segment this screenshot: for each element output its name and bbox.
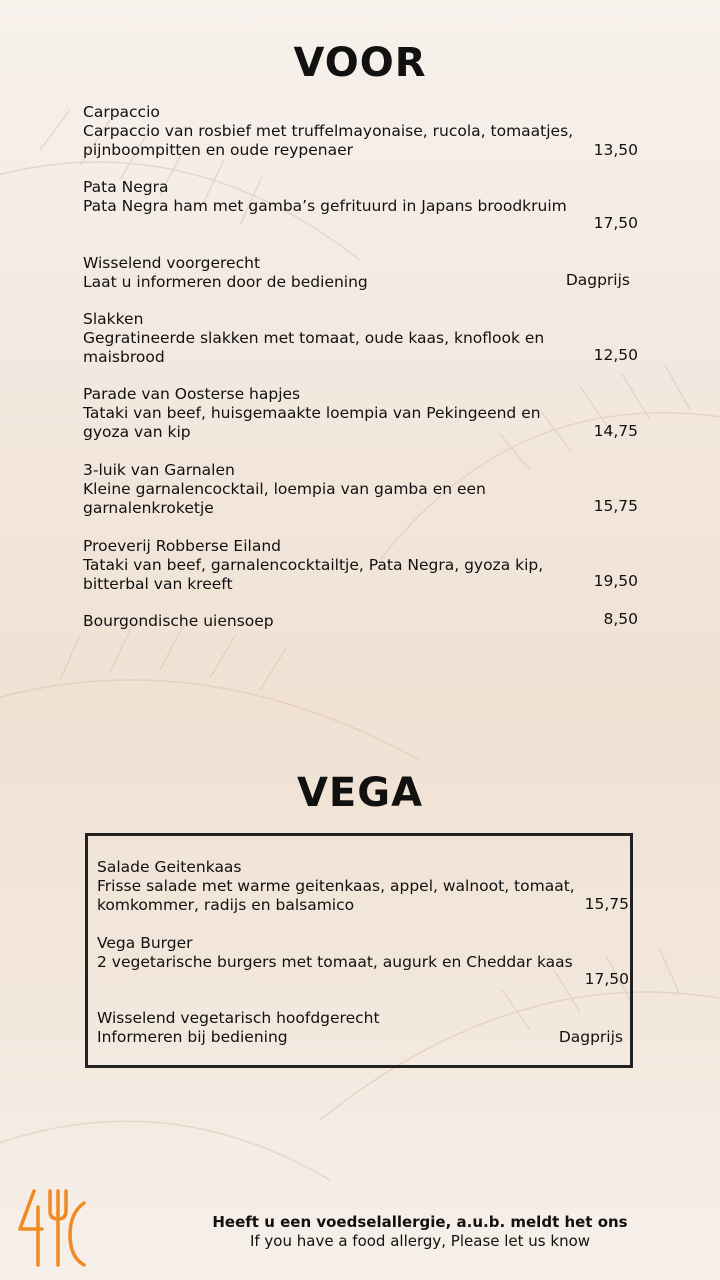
item-name: Vega Burger xyxy=(97,934,193,952)
item-name: Parade van Oosterse hapjes xyxy=(83,385,301,403)
item-description: Frisse salade met warme geitenkaas, appel, walnoot, tomaat, komkommer, radijs en balsamico xyxy=(97,877,575,914)
vega-menu-box xyxy=(85,833,633,1068)
item-description: Informeren bij bediening xyxy=(97,1028,288,1046)
item-price: 17,50 xyxy=(584,970,629,988)
item-name: Slakken xyxy=(83,310,144,328)
item-name: Wisselend vegetarisch hoofdgerecht xyxy=(97,1009,380,1027)
menu-item xyxy=(83,254,638,292)
menu-item xyxy=(97,934,629,988)
item-price: Dagprijs xyxy=(558,1028,623,1046)
restaurant-logo-icon xyxy=(16,1185,88,1270)
menu-item xyxy=(97,858,629,915)
menu-item xyxy=(83,103,638,160)
section-title-vega: VEGA xyxy=(296,770,424,816)
menu-item xyxy=(83,310,638,367)
item-price: Dagprijs xyxy=(565,271,630,289)
item-price: 15,75 xyxy=(593,497,638,515)
item-name: 3-luik van Garnalen xyxy=(83,461,235,479)
menu-item xyxy=(83,385,638,442)
item-description: Kleine garnalencocktail, loempia van gamba en een garnalenkroketje xyxy=(83,480,486,517)
menu-item xyxy=(83,461,638,518)
item-description: Carpaccio van rosbief met truffelmayonaise, rucola, tomaatjes, pijnboompitten en oude reypenaer xyxy=(83,122,574,159)
item-description: Tataki van beef, garnalencocktailtje, Pata Negra, gyoza kip, bitterbal van kreeft xyxy=(83,556,544,593)
item-price: 19,50 xyxy=(593,572,638,590)
item-name: Carpaccio xyxy=(83,103,160,121)
section-title-voor: VOOR xyxy=(293,40,427,86)
item-name: Bourgondische uiensoep xyxy=(83,612,274,630)
menu-item xyxy=(83,178,638,232)
item-description: Pata Negra ham met gamba’s gefrituurd in Japans broodkruim xyxy=(83,197,567,215)
menu-item xyxy=(97,1009,629,1047)
allergy-notice-nl: Heeft u een voedselallergie, a.u.b. meldt het ons xyxy=(212,1213,628,1231)
item-price: 14,75 xyxy=(593,422,638,440)
item-description: 2 vegetarische burgers met tomaat, augurk en Cheddar kaas xyxy=(97,953,573,971)
item-description: Gegratineerde slakken met tomaat, oude kaas, knoflook en maisbrood xyxy=(83,329,545,366)
item-price: 13,50 xyxy=(593,141,638,159)
item-description: Laat u informeren door de bediening xyxy=(83,273,368,291)
item-price: 15,75 xyxy=(584,895,629,913)
item-price: 17,50 xyxy=(593,214,638,232)
item-name: Pata Negra xyxy=(83,178,169,196)
item-name: Salade Geitenkaas xyxy=(97,858,242,876)
item-name: Wisselend voorgerecht xyxy=(83,254,261,272)
item-price: 12,50 xyxy=(593,346,638,364)
item-description: Tataki van beef, huisgemaakte loempia van Pekingeend en gyoza van kip xyxy=(83,404,541,441)
menu-item xyxy=(83,537,638,594)
item-price: 8,50 xyxy=(603,610,638,628)
menu-item xyxy=(83,612,638,631)
allergy-notice-en: If you have a food allergy, Please let us know xyxy=(249,1232,591,1250)
item-name: Proeverij Robberse Eiland xyxy=(83,537,281,555)
